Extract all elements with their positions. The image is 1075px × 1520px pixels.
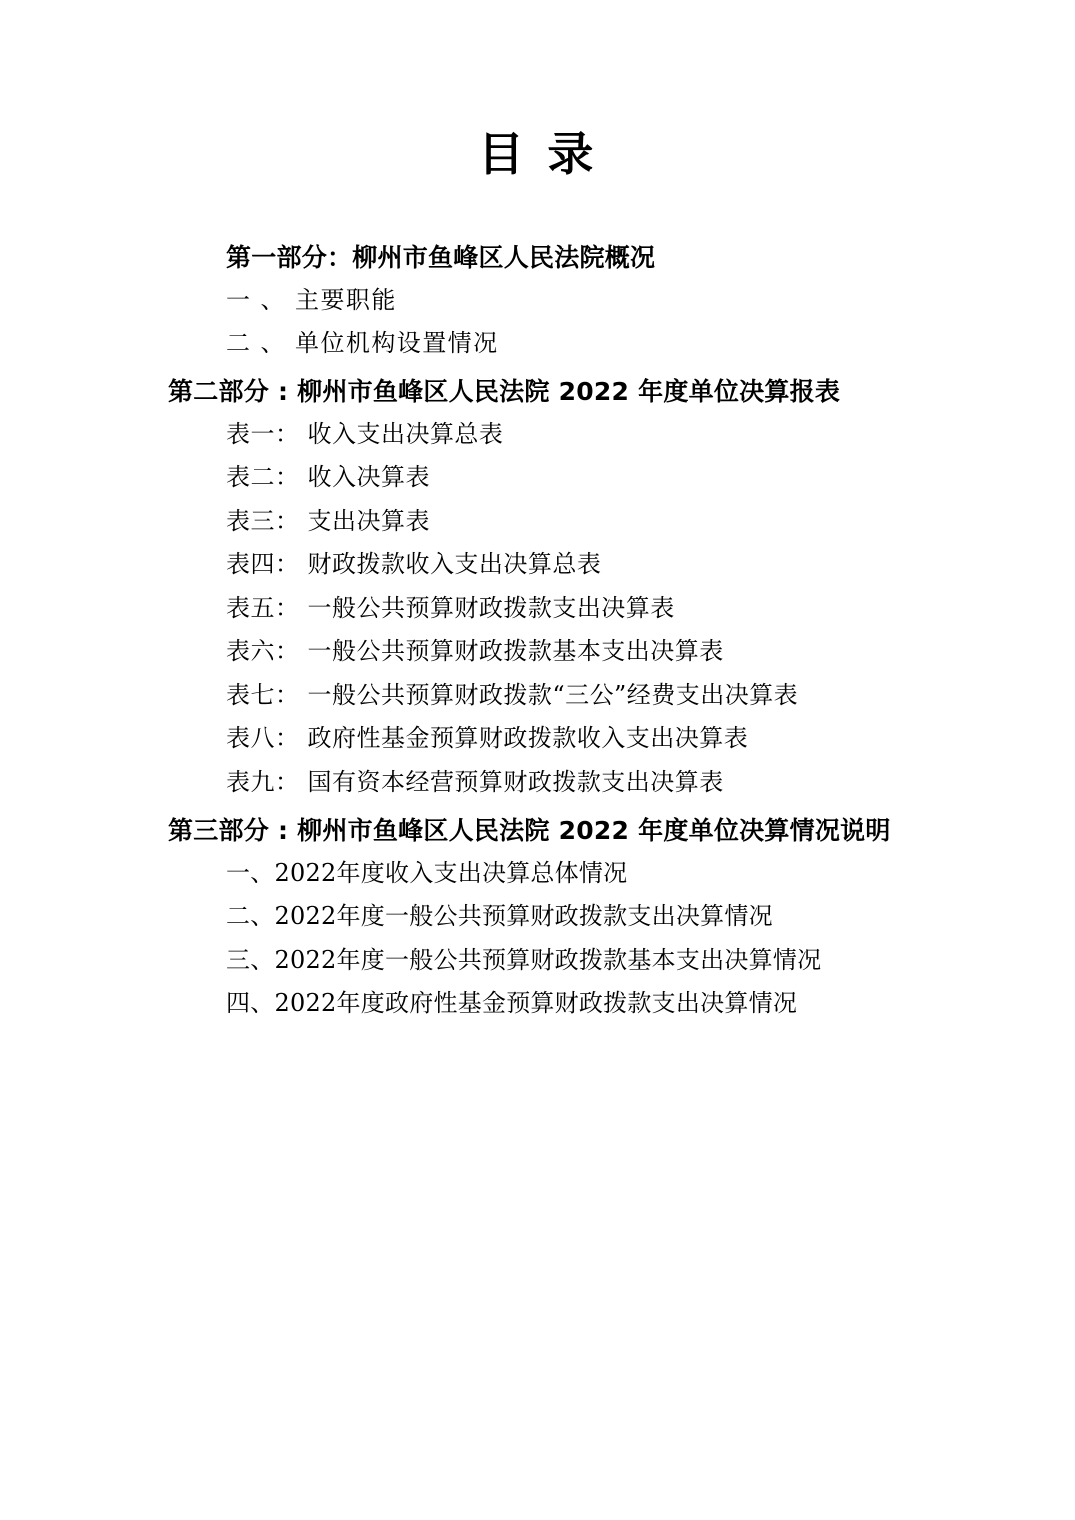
toc-entry-1-2[interactable]: 二 、 单位机构设置情况	[226, 328, 499, 357]
toc-entry-2-4[interactable]: 表四： 财政拨款收入支出决算总表	[226, 550, 602, 579]
toc-part-heading-1[interactable]: 第一部分：柳州市鱼峰区人民法院概况	[226, 243, 656, 272]
toc-entry-2-3[interactable]: 表三： 支出决算表	[226, 506, 430, 535]
toc-entry-2-5[interactable]: 表五： 一般公共预算财政拨款支出决算表	[226, 593, 675, 622]
toc-entry-2-6[interactable]: 表六： 一般公共预算财政拨款基本支出决算表	[226, 637, 724, 666]
toc-entry-2-1[interactable]: 表一： 收入支出决算总表	[226, 419, 504, 448]
toc-part-heading-3[interactable]: 第三部分 : 柳州市鱼峰区人民法院 2022 年度单位决算情况说明	[168, 816, 891, 846]
toc-entry-2-7[interactable]: 表七： 一般公共预算财政拨款“三公”经费支出决算表	[226, 680, 799, 709]
toc-entry-3-4[interactable]: 四、2022年度政府性基金预算财政拨款支出决算情况	[226, 989, 798, 1018]
toc-part-heading-2[interactable]: 第二部分 : 柳州市鱼峰区人民法院 2022 年度单位决算报表	[168, 377, 841, 407]
toc-entry-1-1[interactable]: 一 、 主要职能	[226, 285, 397, 314]
table-of-contents	[0, 240, 1075, 1022]
page-title: 目 录	[477, 127, 598, 181]
toc-entry-3-3[interactable]: 三、2022年度一般公共预算财政拨款基本支出决算情况	[226, 945, 822, 974]
toc-entry-2-9[interactable]: 表九： 国有资本经营预算财政拨款支出决算表	[226, 767, 724, 796]
toc-entry-3-1[interactable]: 一、2022年度收入支出决算总体情况	[226, 858, 628, 887]
toc-entry-2-2[interactable]: 表二： 收入决算表	[226, 463, 430, 492]
toc-entry-2-8[interactable]: 表八： 政府性基金预算财政拨款收入支出决算表	[226, 724, 749, 753]
toc-entry-3-2[interactable]: 二、2022年度一般公共预算财政拨款支出决算情况	[226, 902, 773, 931]
